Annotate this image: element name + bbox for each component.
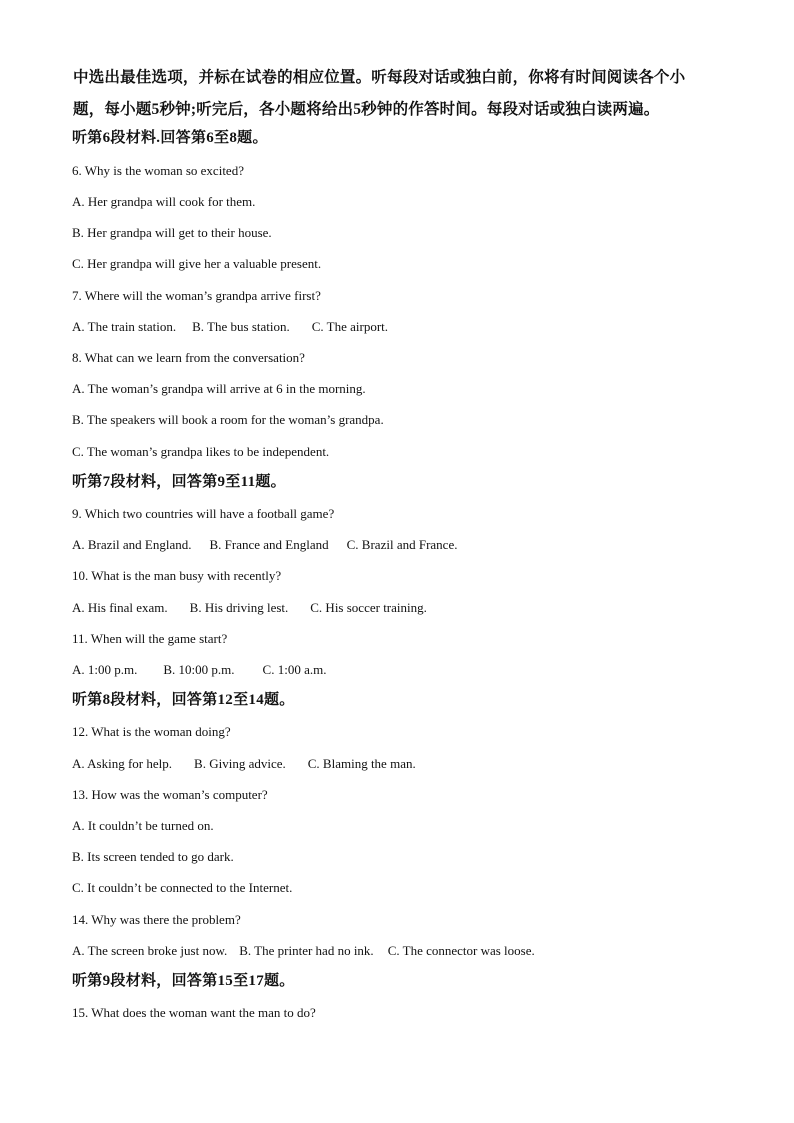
instructions — [73, 62, 723, 126]
question-14-options — [72, 942, 535, 960]
question-15-stem: 15. What does the woman want the man to do? — [72, 1005, 316, 1020]
question-7-options — [72, 318, 388, 336]
section-heading-8: 听第8段材料，回答第12至14题。 — [72, 692, 295, 708]
question-7-option-a: A. The train station. — [72, 319, 177, 334]
question-6-option-b: B. Her grandpa will get to their house. — [72, 225, 272, 240]
question-10-option-b: B. His driving lest. — [189, 600, 289, 615]
question-6-stem: 6. Why is the woman so excited? — [72, 163, 244, 178]
question-12-option-c: C. Blaming the man. — [307, 756, 416, 771]
section-heading-6: 听第6段材料.回答第6至8题。 — [72, 130, 268, 146]
question-14-option-b: B. The printer had no ink. — [239, 943, 374, 958]
question-11-option-c: C. 1:00 a.m. — [262, 662, 327, 677]
question-9-option-a: A. Brazil and England. — [72, 537, 192, 552]
question-12-option-a: A. Asking for help. — [72, 756, 173, 771]
question-8-option-c: C. The woman’s grandpa likes to be independent. — [72, 444, 330, 459]
question-13-option-b: B. Its screen tended to go dark. — [72, 849, 234, 864]
question-11-option-b: B. 10:00 p.m. — [163, 662, 235, 677]
question-12-stem: 12. What is the woman doing? — [72, 724, 231, 739]
question-12-option-b: B. Giving advice. — [194, 756, 286, 771]
question-8-stem: 8. What can we learn from the conversation? — [72, 350, 305, 365]
question-9-options — [72, 536, 457, 554]
question-7-option-c: C. The airport. — [311, 319, 389, 334]
question-8-option-b: B. The speakers will book a room for the woman’s grandpa. — [72, 412, 384, 427]
question-8-option-a: A. The woman’s grandpa will arrive at 6 in the morning. — [72, 381, 366, 396]
question-9-stem: 9. Which two countries will have a football game? — [72, 506, 335, 521]
question-7-option-b: B. The bus station. — [192, 319, 290, 334]
section-heading-7: 听第7段材料，回答第9至11题。 — [72, 474, 286, 490]
question-11-option-a: A. 1:00 p.m. — [72, 662, 138, 677]
section-heading-9: 听第9段材料，回答第15至17题。 — [72, 973, 295, 989]
question-10-options — [72, 599, 427, 617]
question-9-option-b: B. France and England — [209, 537, 329, 552]
question-6-option-c: C. Her grandpa will give her a valuable present. — [72, 256, 322, 271]
question-10-option-a: A. His final exam. — [72, 600, 168, 615]
instructions-line-1: 中选出最佳选项，并标在试卷的相应位置。听每段对话或独白前，你将有时间阅读各个小 — [73, 69, 686, 86]
question-14-stem: 14. Why was there the problem? — [72, 912, 241, 927]
question-12-options — [72, 755, 416, 773]
question-14-option-a: A. The screen broke just now. — [72, 943, 228, 958]
question-10-option-c: C. His soccer training. — [310, 600, 427, 615]
question-13-stem: 13. How was the woman’s computer? — [72, 787, 268, 802]
question-6-option-a: A. Her grandpa will cook for them. — [72, 194, 256, 209]
question-13-option-c: C. It couldn’t be connected to the Internet. — [72, 880, 293, 895]
question-11-options — [72, 661, 326, 679]
instructions-line-2: 题，每小题5秒钟;听完后，各小题将给出5秒钟的作答时间。每段对话或独白读两遍。 — [73, 101, 660, 118]
question-9-option-c: C. Brazil and France. — [346, 537, 458, 552]
question-7-stem: 7. Where will the woman’s grandpa arrive first? — [72, 288, 321, 303]
question-14-option-c: C. The connector was loose. — [387, 943, 535, 958]
question-10-stem: 10. What is the man busy with recently? — [72, 568, 282, 583]
question-13-option-a: A. It couldn’t be turned on. — [72, 818, 214, 833]
question-11-stem: 11. When will the game start? — [72, 631, 228, 646]
